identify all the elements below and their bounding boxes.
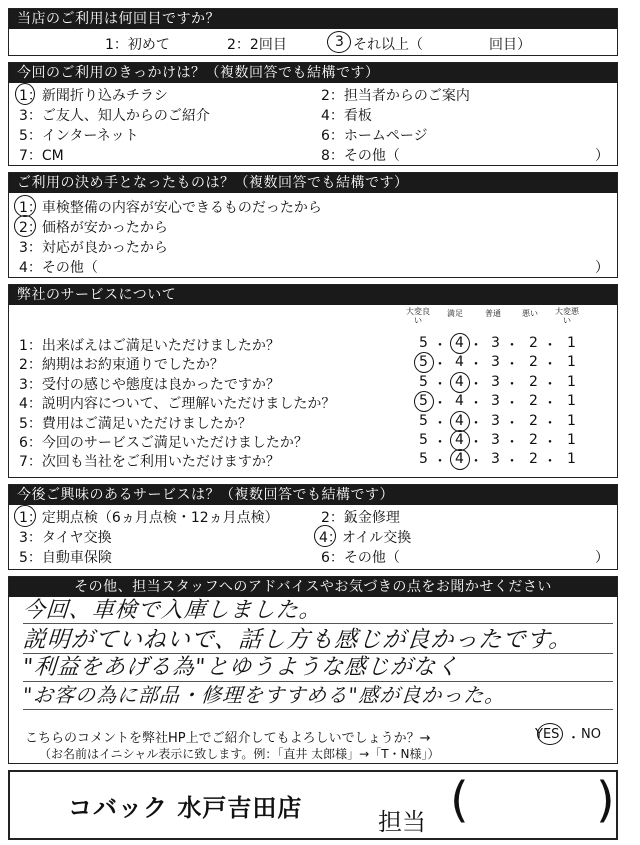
rating-separator: ・	[433, 376, 447, 393]
rating-option-4[interactable]: 4	[455, 354, 464, 371]
rating-separator: ・	[469, 435, 483, 451]
rating-separator: ・	[433, 454, 447, 471]
rating-option-3[interactable]: 3	[491, 412, 500, 429]
trigger-item-6[interactable]: 6：ホームページ	[321, 128, 428, 144]
rating-separator: ・	[543, 435, 557, 451]
trigger-item-2[interactable]: 2：担当者からのご案内	[321, 88, 470, 104]
consent-no[interactable]: NO	[581, 727, 601, 742]
rating-separator: ・	[469, 396, 483, 413]
rating-option-5[interactable]: 5	[419, 451, 428, 468]
interest-header: 今後ご興味のあるサービスは？（複数回答でも結構です）	[9, 485, 617, 505]
service-question: 4：説明内容について、ご理解いただけましたか？	[19, 396, 336, 413]
rating-option-5[interactable]: 5	[419, 354, 428, 371]
consent-separator: ・	[567, 731, 581, 746]
comment-line-2[interactable]: 説明がていねいで、話し方も感じが良かったです。	[21, 627, 574, 653]
rating-option-5[interactable]: 5	[419, 373, 428, 390]
consent-yes[interactable]: YES	[535, 727, 560, 742]
trigger-item-8[interactable]: 8：その他（	[321, 148, 400, 164]
decision-close-paren: ）	[595, 260, 609, 276]
rating-option-1[interactable]: 1	[567, 393, 576, 410]
rating-selected-circle	[450, 333, 470, 354]
rating-separator: ・	[469, 415, 483, 432]
scale-label-2: 悪い	[522, 309, 538, 318]
rating-option-1[interactable]: 1	[567, 432, 576, 448]
decision-item-1-circle	[14, 195, 36, 217]
rating-option-2[interactable]: 2	[529, 451, 538, 468]
service-question: 7：次回も当社をご利用いただけますか？	[19, 454, 280, 471]
advice-header-text: その他、担当スタッフへのアドバイスやお気づきの点をお聞かせください	[74, 579, 552, 595]
interest-close-paren: ）	[595, 550, 609, 566]
staff-name-field[interactable]	[472, 782, 592, 826]
rating-option-5[interactable]: 5	[419, 335, 428, 351]
rating-separator: ・	[433, 415, 447, 432]
scale-label-3: 普通	[485, 309, 501, 318]
staff-paren-close: )	[596, 772, 615, 828]
trigger-item-5[interactable]: 5：インターネット	[19, 128, 139, 144]
rating-option-1[interactable]: 1	[567, 412, 576, 429]
rating-selected-circle	[450, 449, 470, 470]
rating-option-3[interactable]: 3	[491, 451, 500, 468]
rating-option-1[interactable]: 1	[567, 354, 576, 371]
initials-note: （お名前はイニシャル表示に致します。例：「直井 太郎様」→「T・N様」）	[39, 747, 440, 761]
ruled-line	[23, 709, 613, 710]
rating-option-4[interactable]: 4	[455, 412, 464, 429]
visit-header: 当店のご利用は何回目ですか？	[9, 9, 617, 29]
footer-box	[8, 770, 618, 840]
interest-item-4[interactable]: 4：オイル交換	[319, 530, 412, 546]
trigger-item-7[interactable]: 7：CM	[19, 148, 64, 164]
visit-option-3-label[interactable]: それ以上（	[353, 37, 423, 53]
decision-header: ご利用の決め手となったものは？（複数回答でも結構です）	[9, 173, 617, 193]
rating-option-2[interactable]: 2	[529, 335, 538, 351]
visit-option-2[interactable]: 2：2回目	[227, 37, 287, 53]
rating-option-4[interactable]: 4	[455, 373, 464, 390]
rating-separator: ・	[543, 415, 557, 432]
visit-option-1[interactable]: 1：初めて	[105, 37, 170, 53]
rating-separator: ・	[543, 376, 557, 393]
rating-separator: ・	[505, 338, 519, 354]
rating-option-2[interactable]: 2	[529, 432, 538, 448]
interest-item-4-circle	[314, 525, 336, 547]
service-question: 1：出来ばえはご満足いただけましたか？	[19, 338, 280, 354]
scale-label-5: 大変良い	[406, 307, 430, 325]
decision-item-4[interactable]: 4：その他（	[19, 260, 98, 276]
service-question: 6：今回のサービスご満足いただけましたか？	[19, 435, 308, 451]
rating-separator: ・	[433, 435, 447, 451]
trigger-item-3[interactable]: 3：ご友人、知人からのご紹介	[19, 108, 210, 124]
rating-option-3[interactable]: 3	[491, 354, 500, 371]
rating-option-5[interactable]: 5	[419, 412, 428, 429]
rating-separator: ・	[543, 338, 557, 354]
rating-option-3[interactable]: 3	[491, 432, 500, 448]
interest-item-1[interactable]: 1：定期点検（6ヵ月点検・12ヵ月点検）	[19, 510, 279, 526]
rating-separator: ・	[543, 396, 557, 413]
rating-option-5[interactable]: 5	[419, 432, 428, 448]
interest-item-2[interactable]: 2：鈑金修理	[321, 510, 400, 526]
rating-option-3[interactable]: 3	[491, 393, 500, 410]
visit-option-3-number[interactable]: 3	[335, 34, 344, 50]
rating-separator: ・	[505, 357, 519, 374]
rating-separator: ・	[505, 454, 519, 471]
interest-item-5[interactable]: 5：自動車保険	[19, 550, 112, 566]
rating-option-4[interactable]: 4	[455, 432, 464, 448]
rating-separator: ・	[505, 376, 519, 393]
comment-line-1[interactable]: 今回、車検で入庫しました。	[21, 598, 323, 623]
trigger-header: 今回のご利用のきっかけは？（複数回答でも結構です）	[9, 63, 617, 83]
rating-separator: ・	[433, 396, 447, 413]
rating-option-2[interactable]: 2	[529, 393, 538, 410]
trigger-section	[8, 62, 618, 166]
rating-separator: ・	[433, 357, 447, 374]
rating-option-4[interactable]: 4	[455, 451, 464, 468]
rating-option-3[interactable]: 3	[491, 373, 500, 390]
decision-item-1[interactable]: 1：車検整備の内容が安心できるものだったから	[19, 200, 322, 216]
rating-option-4[interactable]: 4	[455, 393, 464, 410]
rating-option-1[interactable]: 1	[567, 451, 576, 468]
scale-label-4: 満足	[447, 309, 463, 318]
scale-label-1: 大変悪い	[555, 307, 579, 325]
rating-separator: ・	[505, 415, 519, 432]
rating-separator: ・	[469, 376, 483, 393]
decision-item-2-circle	[14, 215, 36, 237]
rating-option-2[interactable]: 2	[529, 354, 538, 371]
decision-item-2[interactable]: 2：価格が安かったから	[19, 220, 168, 236]
interest-item-1-circle	[14, 505, 36, 527]
service-question: 5：費用はご満足いただけましたか？	[19, 415, 252, 432]
rating-option-5[interactable]: 5	[419, 393, 428, 410]
rating-separator: ・	[469, 338, 483, 354]
service-header: 弊社のサービスについて	[9, 285, 617, 305]
decision-section	[8, 172, 618, 278]
trigger-item-1[interactable]: 1：新聞折り込みチラシ	[19, 88, 168, 104]
rating-option-3[interactable]: 3	[491, 335, 500, 351]
rating-separator: ・	[543, 357, 557, 374]
rating-selected-circle	[450, 372, 470, 393]
trigger-item-4[interactable]: 4：看板	[321, 108, 372, 124]
rating-selected-circle	[414, 391, 434, 412]
decision-item-3[interactable]: 3：対応が良かったから	[19, 240, 168, 256]
rating-separator: ・	[469, 357, 483, 374]
service-question: 3：受付の感じや態度は良かったですか？	[19, 376, 280, 393]
rating-selected-circle	[450, 411, 470, 432]
visit-option-3-circle	[327, 31, 351, 53]
rating-option-1[interactable]: 1	[567, 335, 576, 351]
rating-selected-circle	[450, 430, 470, 451]
trigger-close-paren: ）	[595, 148, 609, 164]
visit-option-3-tail: 回目）	[489, 37, 531, 53]
rating-option-2[interactable]: 2	[529, 373, 538, 390]
rating-selected-circle	[414, 352, 434, 373]
rating-separator: ・	[505, 396, 519, 413]
interest-section	[8, 484, 618, 570]
interest-item-6[interactable]: 6：その他（	[321, 550, 400, 566]
consent-question: こちらのコメントを弊社HP上でご紹介してもよろしいでしょうか？→	[25, 731, 431, 746]
staff-label: 担当	[378, 808, 426, 836]
visit-section	[8, 8, 618, 56]
service-question: 2：納期はお約束通りでしたか？	[19, 357, 224, 374]
trigger-item-1-circle	[15, 83, 35, 105]
rating-option-1[interactable]: 1	[567, 373, 576, 390]
rating-separator: ・	[505, 435, 519, 451]
rating-option-2[interactable]: 2	[529, 412, 538, 429]
service-section	[8, 284, 618, 478]
rating-separator: ・	[433, 338, 447, 354]
interest-item-3[interactable]: 3：タイヤ交換	[19, 530, 112, 546]
consent-yes-circle	[537, 723, 563, 745]
rating-separator: ・	[469, 454, 483, 471]
advice-section	[8, 576, 618, 764]
rating-option-4[interactable]: 4	[455, 335, 464, 351]
shop-name: コバック 水戸吉田店	[68, 794, 303, 822]
comment-line-3[interactable]: "利益をあげる為"とゆうような感じがなく	[21, 655, 460, 680]
rating-separator: ・	[543, 454, 557, 471]
comment-line-4[interactable]: "お客の為に部品・修理をすすめる"感が良かった。	[22, 683, 507, 707]
staff-paren-open: (	[450, 772, 469, 828]
